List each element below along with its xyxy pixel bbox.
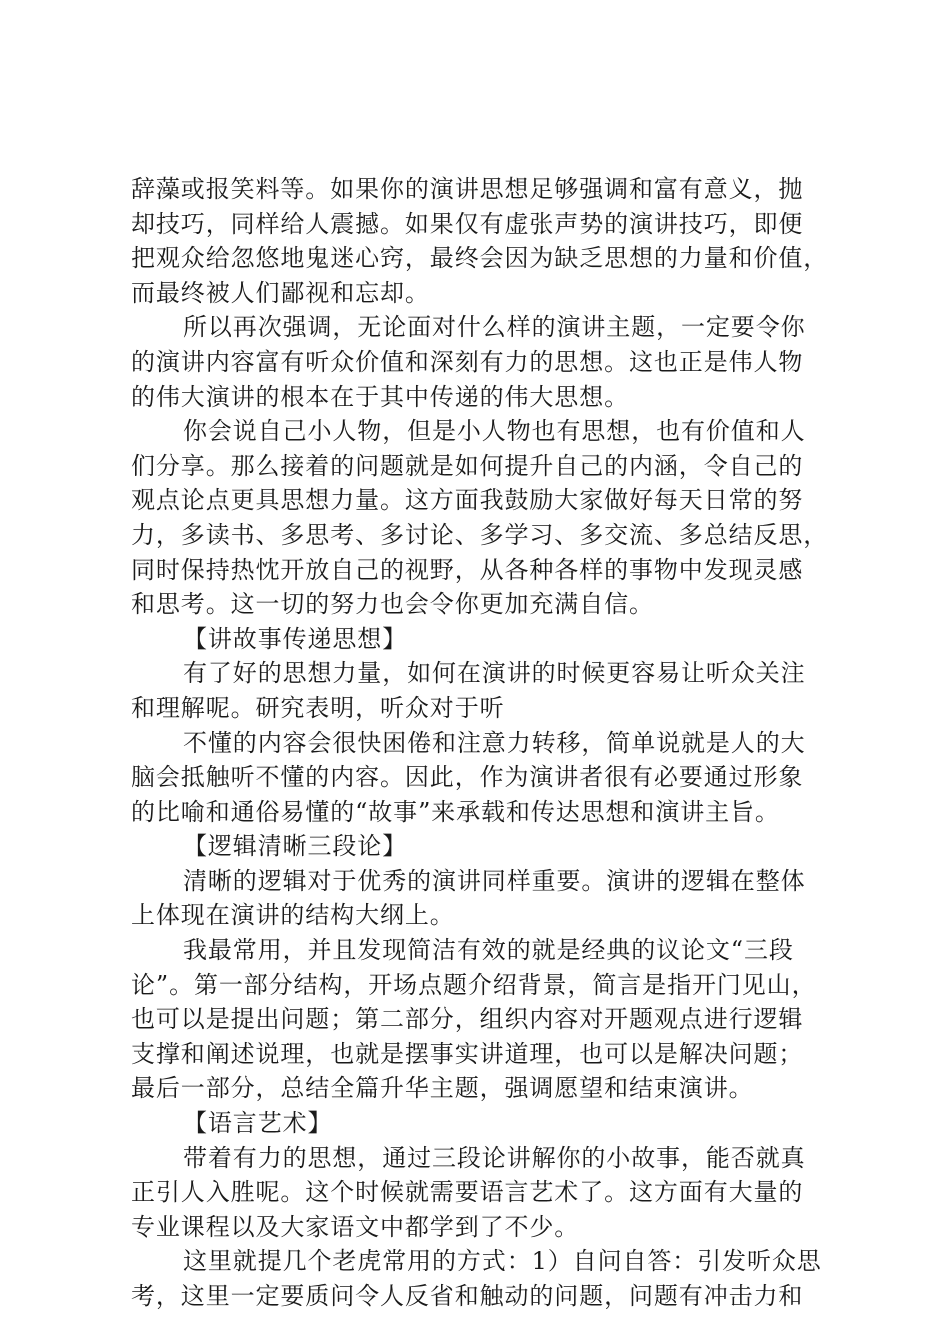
- text-line: 这里就提几个老虎常用的方式：1）自问自答：引发听众思: [183, 1247, 822, 1276]
- text-line: 和理解呢。研究表明，听众对于听: [131, 693, 505, 722]
- text-line: 正引人入胜呢。这个时候就需要语言艺术了。这方面有大量的: [131, 1178, 804, 1207]
- text-line: 最后一部分，总结全篇升华主题，强调愿望和结束演讲。: [131, 1074, 754, 1103]
- text-line: 而最终被人们鄙视和忘却。: [131, 278, 430, 307]
- text-line: 不懂的内容会很快困倦和注意力转移，简单说就是人的大: [183, 728, 806, 757]
- text-line: 同时保持热忱开放自己的视野，从各种各样的事物中发现灵感: [131, 555, 804, 584]
- text-line: 【逻辑清晰三段论】: [183, 832, 408, 861]
- text-line: 辞藻或报笑料等。如果你的演讲思想足够强调和富有意义，抛: [131, 175, 804, 203]
- text-line: 把观众给忽悠地鬼迷心窍，最终会因为缺乏思想的力量和价值，: [131, 244, 829, 273]
- text-line: 【语言艺术】: [183, 1109, 333, 1138]
- text-line: 考，这里一定要质问令人反省和触动的问题，问题有冲击力和: [131, 1282, 804, 1310]
- text-line: 力，多读书、多思考、多讨论、多学习、多交流、多总结反思，: [131, 520, 829, 549]
- body-text: [131, 172, 831, 1314]
- text-line: 有了好的思想力量，如何在演讲的时候更容易让听众关注: [183, 659, 806, 688]
- text-line: 带着有力的思想，通过三段论讲解你的小故事，能否就真: [183, 1143, 806, 1172]
- text-line: 上体现在演讲的结构大纲上。: [131, 901, 455, 930]
- text-line: 的比喻和通俗易懂的“故事”来承载和传达思想和演讲主旨。: [131, 797, 780, 826]
- text-line: 的伟大演讲的根本在于其中传递的伟大思想。: [131, 382, 629, 411]
- text-line: 和思考。这一切的努力也会令你更加充满自信。: [131, 590, 654, 619]
- text-line: 观点论点更具思想力量。这方面我鼓励大家做好每天日常的努: [131, 486, 804, 515]
- text-line: 所以再次强调，无论面对什么样的演讲主题，一定要令你: [183, 313, 806, 342]
- text-line: 支撑和阐述说理，也就是摆事实讲道理，也可以是解决问题；: [131, 1039, 804, 1068]
- text-line: 【讲故事传递思想】: [183, 624, 408, 653]
- text-line: 我最常用，并且发现简洁有效的就是经典的议论文“三段: [183, 936, 794, 965]
- text-line: 论”。第一部分结构，开场点题介绍背景，简言是指开门见山，: [131, 970, 817, 999]
- text-line: 你会说自己小人物，但是小人物也有思想，也有价值和人: [183, 417, 806, 446]
- text-line: 脑会抵触听不懂的内容。因此，作为演讲者很有必要通过形象: [131, 763, 804, 792]
- text-line: 们分享。那么接着的问题就是如何提升自己的内涵，令自己的: [131, 451, 804, 480]
- text-line: 的演讲内容富有听众价值和深刻有力的思想。这也正是伟人物: [131, 347, 804, 376]
- text-line: 清晰的逻辑对于优秀的演讲同样重要。演讲的逻辑在整体: [183, 866, 806, 895]
- text-line: 专业课程以及大家语文中都学到了不少。: [131, 1212, 580, 1241]
- text-line: 却技巧，同样给人震撼。如果仅有虚张声势的演讲技巧，即便: [131, 209, 804, 238]
- text-line: 也可以是提出问题；第二部分，组织内容对开题观点进行逻辑: [131, 1005, 804, 1034]
